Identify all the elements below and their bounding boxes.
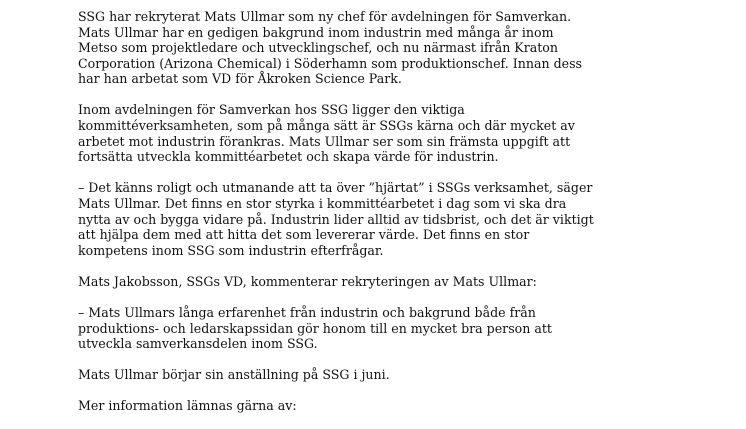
paragraph-ceo-intro <box>78 274 578 290</box>
text-line: har han arbetat som VD för Åkroken Science Park. <box>78 71 402 87</box>
paragraph-contact-info <box>78 398 578 414</box>
text-line: nytta av och bygga vidare på. Industrin lider alltid av tidsbrist, och det är viktigt <box>78 211 594 227</box>
text-line: produktions- och ledarskapssidan gör honom till en mycket bra person att <box>78 320 552 336</box>
text-line: kommittéverksamheten, som på många sätt är SSGs kärna och där mycket av <box>78 118 575 134</box>
text-line: Mats Ullmar. Det finns en stor styrka i kommittéarbetet i dag som vi ska dra <box>78 195 567 211</box>
text-line: fortsätta utveckla kommittéarbetet och skapa värde för industrin. <box>78 149 499 165</box>
text-line: kompetens inom SSG som industrin efterfrågar. <box>78 242 384 258</box>
text-line: Metso som projektledare och utvecklingschef, och nu närmast ifrån Kraton <box>78 40 559 56</box>
text-line: utveckla samverkansdelen inom SSG. <box>78 336 318 352</box>
text-line: Mer information lämnas gärna av: <box>78 398 297 414</box>
text-line: Mats Ullmar börjar sin anställning på SSG i juni. <box>78 367 390 383</box>
text-line: arbetet mot industrin förankras. Mats Ullmar ser som sin främsta uppgift att <box>78 133 571 149</box>
document-body <box>78 9 594 429</box>
text-line: – Det känns roligt och utmanande att ta över ”hjärtat” i SSGs verksamhet, säger <box>78 180 593 196</box>
paragraph-department-description <box>78 102 578 164</box>
paragraph-start-date <box>78 367 578 383</box>
text-line: – Mats Ullmars långa erfarenhet från industrin och bakgrund både från <box>78 304 536 320</box>
paragraph-recruitment-intro <box>78 9 583 87</box>
text-line: Inom avdelningen för Samverkan hos SSG ligger den viktiga <box>78 102 465 118</box>
paragraph-ullmar-quote <box>78 180 594 258</box>
text-line: att hjälpa dem med att hitta det som levererar värde. Det finns en stor <box>78 227 530 243</box>
text-line: Corporation (Arizona Chemical) i Söderhamn som produktionschef. Innan dess <box>78 55 583 71</box>
text-line: SSG har rekryterat Mats Ullmar som ny chef för avdelningen för Samverkan. <box>78 9 572 24</box>
paragraph-ceo-quote <box>78 305 578 352</box>
text-line: Mats Ullmar har en gedigen bakgrund inom industrin med många år inom <box>78 24 554 40</box>
text-line: Mats Jakobsson, SSGs VD, kommenterar rekryteringen av Mats Ullmar: <box>78 273 537 289</box>
